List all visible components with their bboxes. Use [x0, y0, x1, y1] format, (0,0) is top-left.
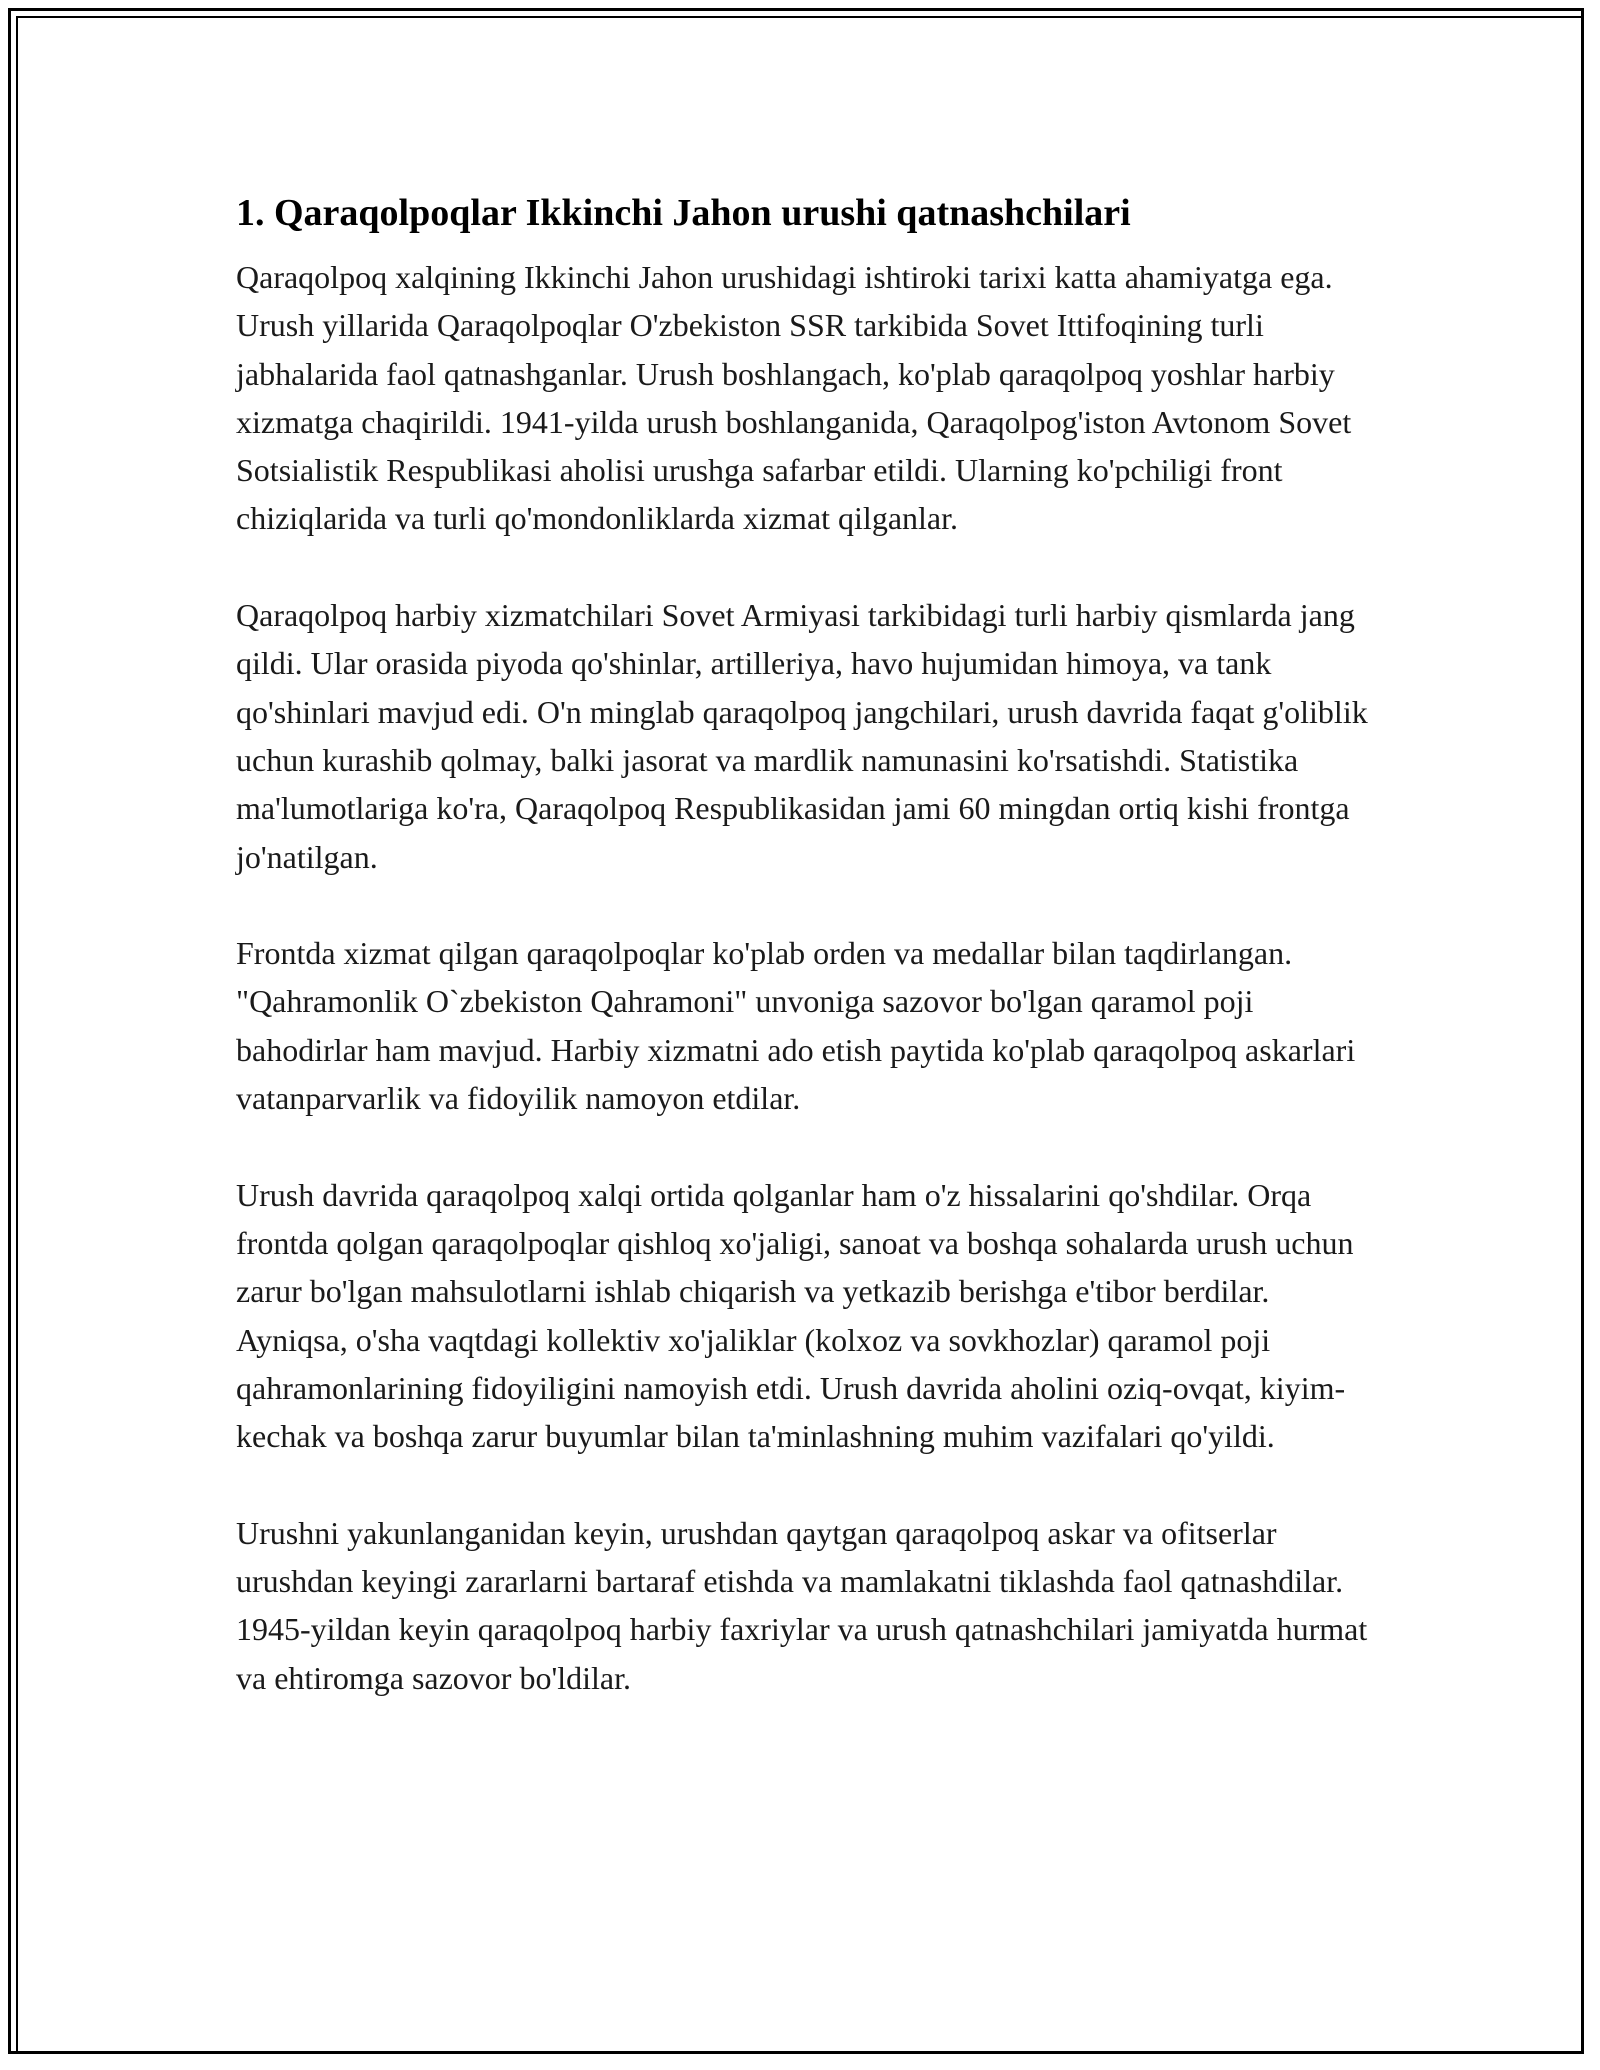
paragraph-4: Urush davrida qaraqolpoq xalqi ortida qolganlar ham o'z hissalarini qo'shdilar. Orqa frontda qolgan qaraqolpoqlar qishloq xo'jaligi, sanoat va boshqa sohalarda urush uchun zarur bo'lgan mahsulotlarni ishlab chiqarish va yetkazib berishga e'tibor berdilar. Ayniqsa, o'sha vaqtdagi kollektiv xo'jaliklar (kolxoz va sovkhozlar) qaramol poji qahramonlarining fidoyiligini namoyish etdi. Urush davrida aholini oziq-ovqat, kiyim-kechak va boshqa zarur buyumlar bilan ta'minlashning muhim vazifalari qo'yildi.: [236, 1176, 1354, 1455]
paragraph-5: Urushni yakunlanganidan keyin, urushdan qaytgan qaraqolpoq askar va ofitserlar urushdan keyingi zararlarni bartaraf etishda va mamlakatni tiklashda faol qatnashdilar. 1945-yildan keyin qaraqolpoq harbiy faxriylar va urush qatnashchilari jamiyatda hurmat va ehtiromga sazovor bo'ldilar.: [236, 1514, 1368, 1696]
paragraph-2: Qaraqolpoq harbiy xizmatchilari Sovet Armiyasi tarkibidagi turli harbiy qismlarda jang qildi. Ular orasida piyoda qo'shinlar, artilleriya, havo hujumidan himoya, va tank qo'shinlari mavjud edi. O'n minglab qaraqolpoq jangchilari, urush davrida faqat g'oliblik uchun kurashib qolmay, balki jasorat va mardlik namunasini ko'rsatishdi. Statistika ma'lumotlariga ko'ra, Qaraqolpoq Respublikasidan jami 60 mingdan ortiq kishi frontga jo'natilgan.: [236, 597, 1368, 875]
document-title: 1. Qaraqolpoqlar Ikkinchi Jahon urushi qatnashchilari: [236, 192, 1131, 234]
paragraph-3: Frontda xizmat qilgan qaraqolpoqlar ko'plab orden va medallar bilan taqdirlangan. "Qahramonlik O`zbekiston Qahramoni" unvoniga sazovor bo'lgan qaramol poji bahodirlar ham mavjud. Harbiy xizmatni ado etish paytida ko'plab qaraqolpoq askarlari vatanparvarlik va fidoyilik namoyon etdilar.: [236, 935, 1356, 1117]
paragraph-1: Qaraqolpoq xalqining Ikkinchi Jahon urushidagi ishtiroki tarixi katta ahamiyatga ega. Urush yillarida Qaraqolpoqlar O'zbekiston SSR tarkibida Sovet Ittifoqining turli jabhalarida faol qatnashganlar. Urush boshlangach, ko'plab qaraqolpoq yoshlar harbiy xizmatga chaqirildi. 1941-yilda urush boshlanganida, Qaraqolpog'iston Avtonom Sovet Sotsialistik Respublikasi aholisi urushga safarbar etildi. Ularning ko'pchiligi front chiziqlarida va turli qo'mondonliklarda xizmat qilganlar.: [236, 259, 1352, 537]
document-body: [236, 185, 1376, 1750]
